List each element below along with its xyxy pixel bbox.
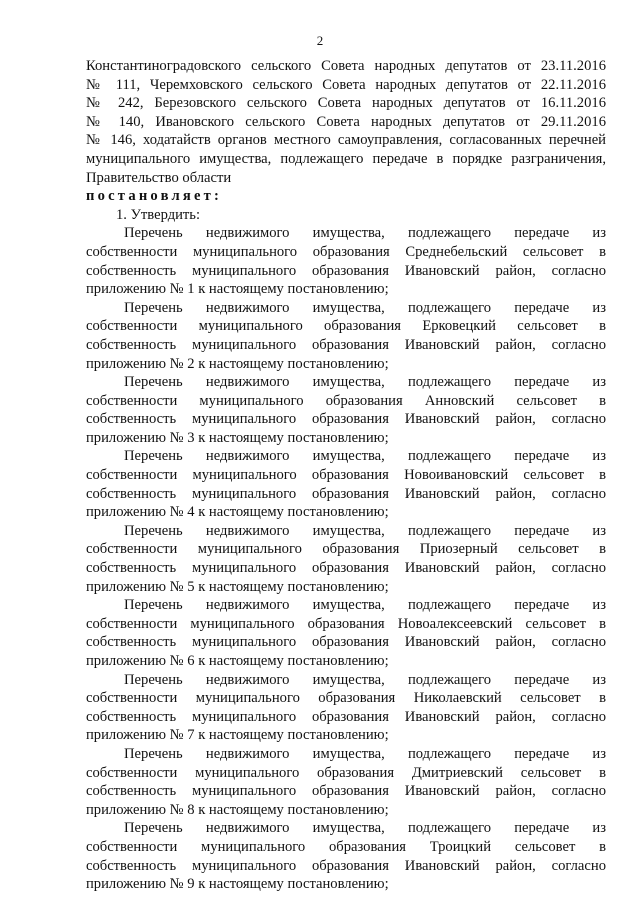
paragraph-line: собственности муниципального образования Анновский сельсовет в	[86, 392, 606, 409]
paragraph-line: собственности муниципального образования Среднебельский сельсовет в	[86, 243, 606, 260]
paragraph-line: приложению № 8 к настоящему постановлению;	[86, 801, 389, 818]
list-paragraph	[86, 596, 606, 670]
intro-line: № 140, Ивановского сельского Совета народных депутатов от 29.11.2016	[86, 113, 606, 130]
paragraph-list	[86, 224, 606, 893]
paragraph-line: собственность муниципального образования Ивановский район, согласно	[86, 634, 606, 651]
list-paragraph	[86, 373, 606, 447]
paragraph-line: приложению № 6 к настоящему постановлению;	[86, 653, 389, 669]
paragraph-line: Перечень недвижимого имущества, подлежащего передаче из	[124, 820, 606, 837]
document-body	[86, 57, 606, 894]
list-paragraph	[86, 522, 606, 596]
paragraph-line: Перечень недвижимого имущества, подлежащего передаче из	[124, 522, 606, 539]
page-number: 2	[316, 33, 324, 48]
paragraph-line: собственность муниципального образования Ивановский район, согласно	[86, 485, 606, 502]
paragraph-line: собственность муниципального образования Ивановский район, согласно	[86, 783, 606, 800]
paragraph-line: собственности муниципального образования Новоивановский сельсовет в	[86, 467, 606, 484]
paragraph-line: приложению № 4 к настоящему постановлению;	[86, 504, 389, 521]
paragraph-line: Перечень недвижимого имущества, подлежащего передаче из	[124, 448, 606, 465]
paragraph-line: приложению № 9 к настоящему постановлению;	[86, 876, 389, 893]
paragraph-line: собственности муниципального образования Ерковецкий сельсовет в	[86, 318, 606, 335]
list-paragraph	[86, 299, 606, 373]
paragraph-line: Перечень недвижимого имущества, подлежащего передаче из	[124, 374, 606, 391]
paragraph-line: Перечень недвижимого имущества, подлежащего передаче из	[124, 597, 606, 614]
paragraph-line: приложению № 1 к настоящему постановлению;	[86, 281, 389, 298]
paragraph-line: Перечень недвижимого имущества, подлежащего передаче из	[124, 671, 606, 688]
intro-line: № 111, Черемховского сельского Совета народных депутатов от 22.11.2016	[86, 76, 606, 93]
paragraph-line: приложению № 5 к настоящему постановлению;	[86, 578, 389, 595]
paragraph-line: Перечень недвижимого имущества, подлежащего передаче из	[124, 299, 606, 316]
list-paragraph	[86, 671, 606, 745]
intro-line: Правительство области	[86, 169, 232, 186]
list-paragraph	[86, 819, 606, 893]
paragraph-line: собственности муниципального образования Николаевский сельсовет в	[86, 690, 606, 707]
list-paragraph	[86, 224, 606, 298]
paragraph-line: собственность муниципального образования Ивановский район, согласно	[86, 411, 606, 428]
item-heading: 1. Утвердить:	[116, 206, 201, 223]
intro-line: № 242, Березовского сельского Совета народных депутатов от 16.11.2016	[86, 95, 606, 112]
intro-line: № 146, ходатайств органов местного самоуправления, согласованных перечней	[86, 132, 606, 149]
paragraph-line: приложению № 2 к настоящему постановлению;	[86, 355, 389, 372]
paragraph-line: собственность муниципального образования Ивановский район, согласно	[86, 336, 606, 353]
paragraph-line: приложению № 7 к настоящему постановлению;	[86, 727, 389, 744]
paragraph-line: приложению № 3 к настоящему постановлению;	[86, 429, 389, 446]
paragraph-line: Перечень недвижимого имущества, подлежащего передаче из	[124, 225, 606, 242]
list-paragraph	[86, 745, 606, 819]
paragraph-line: собственность муниципального образования Ивановский район, согласно	[86, 262, 606, 279]
intro-line: Константиноградовского сельского Совета народных депутатов от 23.11.2016	[86, 58, 606, 74]
paragraph-line: собственности муниципального образования Дмитриевский сельсовет в	[86, 764, 606, 781]
paragraph-line: собственность муниципального образования Ивановский район, согласно	[86, 857, 606, 874]
intro-line: муниципального имущества, подлежащего передаче в порядке разграничения,	[86, 150, 606, 167]
list-paragraph	[86, 447, 606, 521]
paragraph-line: собственность муниципального образования Ивановский район, согласно	[86, 560, 606, 577]
resolution-keyword: постановляет:	[86, 188, 223, 205]
paragraph-line: собственности муниципального образования Приозерный сельсовет в	[86, 541, 606, 558]
paragraph-line: собственности муниципального образования Троицкий сельсовет в	[86, 838, 606, 855]
paragraph-line: собственности муниципального образования Новоалексеевский сельсовет в	[86, 615, 606, 632]
paragraph-line: собственность муниципального образования Ивановский район, согласно	[86, 708, 606, 725]
paragraph-line: Перечень недвижимого имущества, подлежащего передаче из	[124, 745, 606, 762]
